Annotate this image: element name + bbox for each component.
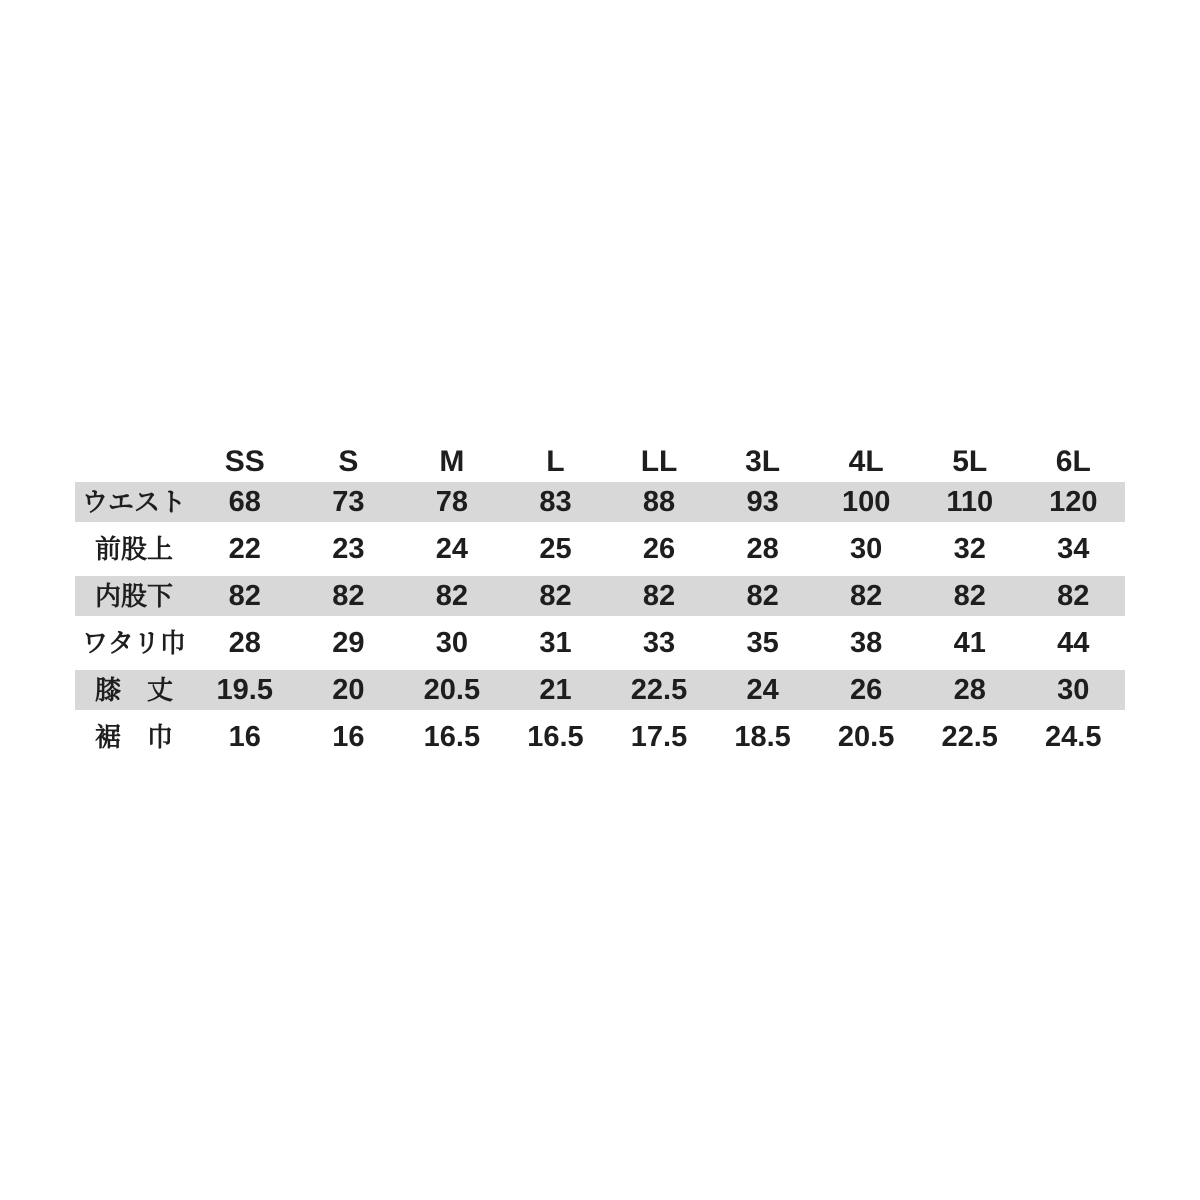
column-header: 3L [745, 445, 781, 478]
size-value-cell: 28 [228, 626, 261, 659]
size-value-cell: 30 [435, 626, 469, 659]
column-header: M [439, 445, 465, 478]
size-value-cell: 110 [946, 485, 994, 518]
column-header: SS [224, 445, 265, 478]
size-value-cell: 82 [850, 579, 883, 612]
size-value-cell: 41 [953, 626, 986, 659]
column-header: L [546, 445, 565, 478]
size-value-cell: 30 [1057, 673, 1090, 706]
table-row [75, 670, 1125, 710]
size-value-cell: 32 [953, 532, 986, 565]
size-value-cell: 28 [953, 673, 986, 706]
row-label: 前股上 [94, 534, 173, 564]
size-value-cell: 82 [539, 579, 572, 612]
size-value-cell: 20.5 [837, 720, 895, 753]
size-value-cell: 29 [332, 626, 365, 659]
size-value-cell: 28 [746, 532, 779, 565]
size-value-cell: 20.5 [423, 673, 481, 706]
size-value-cell: 120 [1049, 485, 1098, 518]
size-value-cell: 68 [228, 485, 261, 518]
size-value-cell: 22 [228, 532, 261, 565]
table-row [75, 710, 1125, 764]
size-value-cell: 33 [642, 626, 676, 659]
column-header: 5L [952, 445, 988, 478]
size-value-cell: 24 [435, 532, 469, 565]
size-value-cell: 82 [746, 579, 779, 612]
column-header: 6L [1055, 445, 1091, 478]
size-value-cell: 30 [850, 532, 883, 565]
size-value-cell: 20 [332, 673, 365, 706]
size-value-cell: 17.5 [630, 720, 688, 753]
size-value-cell: 73 [332, 485, 365, 518]
size-value-cell: 83 [539, 485, 572, 518]
size-value-cell: 23 [332, 532, 365, 565]
size-value-cell: 82 [332, 579, 365, 612]
size-value-cell: 31 [539, 626, 572, 659]
size-value-cell: 24.5 [1045, 720, 1102, 753]
column-header: S [338, 445, 359, 478]
table-row [75, 522, 1125, 576]
size-value-cell: 82 [228, 579, 261, 612]
size-value-cell: 88 [642, 485, 676, 518]
size-value-cell: 22.5 [630, 673, 688, 706]
size-value-cell: 26 [642, 532, 676, 565]
size-header-row [75, 442, 1125, 482]
column-header: LL [640, 445, 678, 478]
table-row [75, 576, 1125, 616]
size-value-cell: 24 [746, 673, 779, 706]
size-value-cell: 16 [332, 720, 365, 753]
size-value-cell: 34 [1057, 532, 1090, 565]
size-value-cell: 93 [746, 485, 779, 518]
size-spec-table [75, 442, 1125, 764]
row-label: 膝 丈 [94, 675, 173, 705]
table-row [75, 482, 1125, 522]
size-value-cell: 16 [228, 720, 261, 753]
row-label: 内股下 [94, 581, 173, 611]
size-value-cell: 82 [435, 579, 469, 612]
row-label: ワタリ巾 [82, 628, 186, 658]
size-value-cell: 19.5 [216, 673, 273, 706]
table-row [75, 616, 1125, 670]
size-value-cell: 82 [953, 579, 986, 612]
column-header: 4L [848, 445, 884, 478]
size-value-cell: 16.5 [527, 720, 584, 753]
size-value-cell: 78 [435, 485, 469, 518]
size-value-cell: 82 [1057, 579, 1090, 612]
size-value-cell: 38 [850, 626, 883, 659]
size-value-cell: 26 [850, 673, 883, 706]
size-value-cell: 16.5 [423, 720, 481, 753]
size-value-cell: 100 [841, 485, 891, 518]
row-label: ウエスト [81, 487, 186, 517]
row-label: 裾 巾 [94, 722, 173, 752]
size-value-cell: 18.5 [734, 720, 791, 753]
size-value-cell: 25 [539, 532, 572, 565]
size-value-cell: 21 [539, 673, 572, 706]
size-value-cell: 44 [1057, 626, 1090, 659]
size-value-cell: 82 [642, 579, 676, 612]
size-value-cell: 35 [746, 626, 779, 659]
size-value-cell: 22.5 [941, 720, 998, 753]
